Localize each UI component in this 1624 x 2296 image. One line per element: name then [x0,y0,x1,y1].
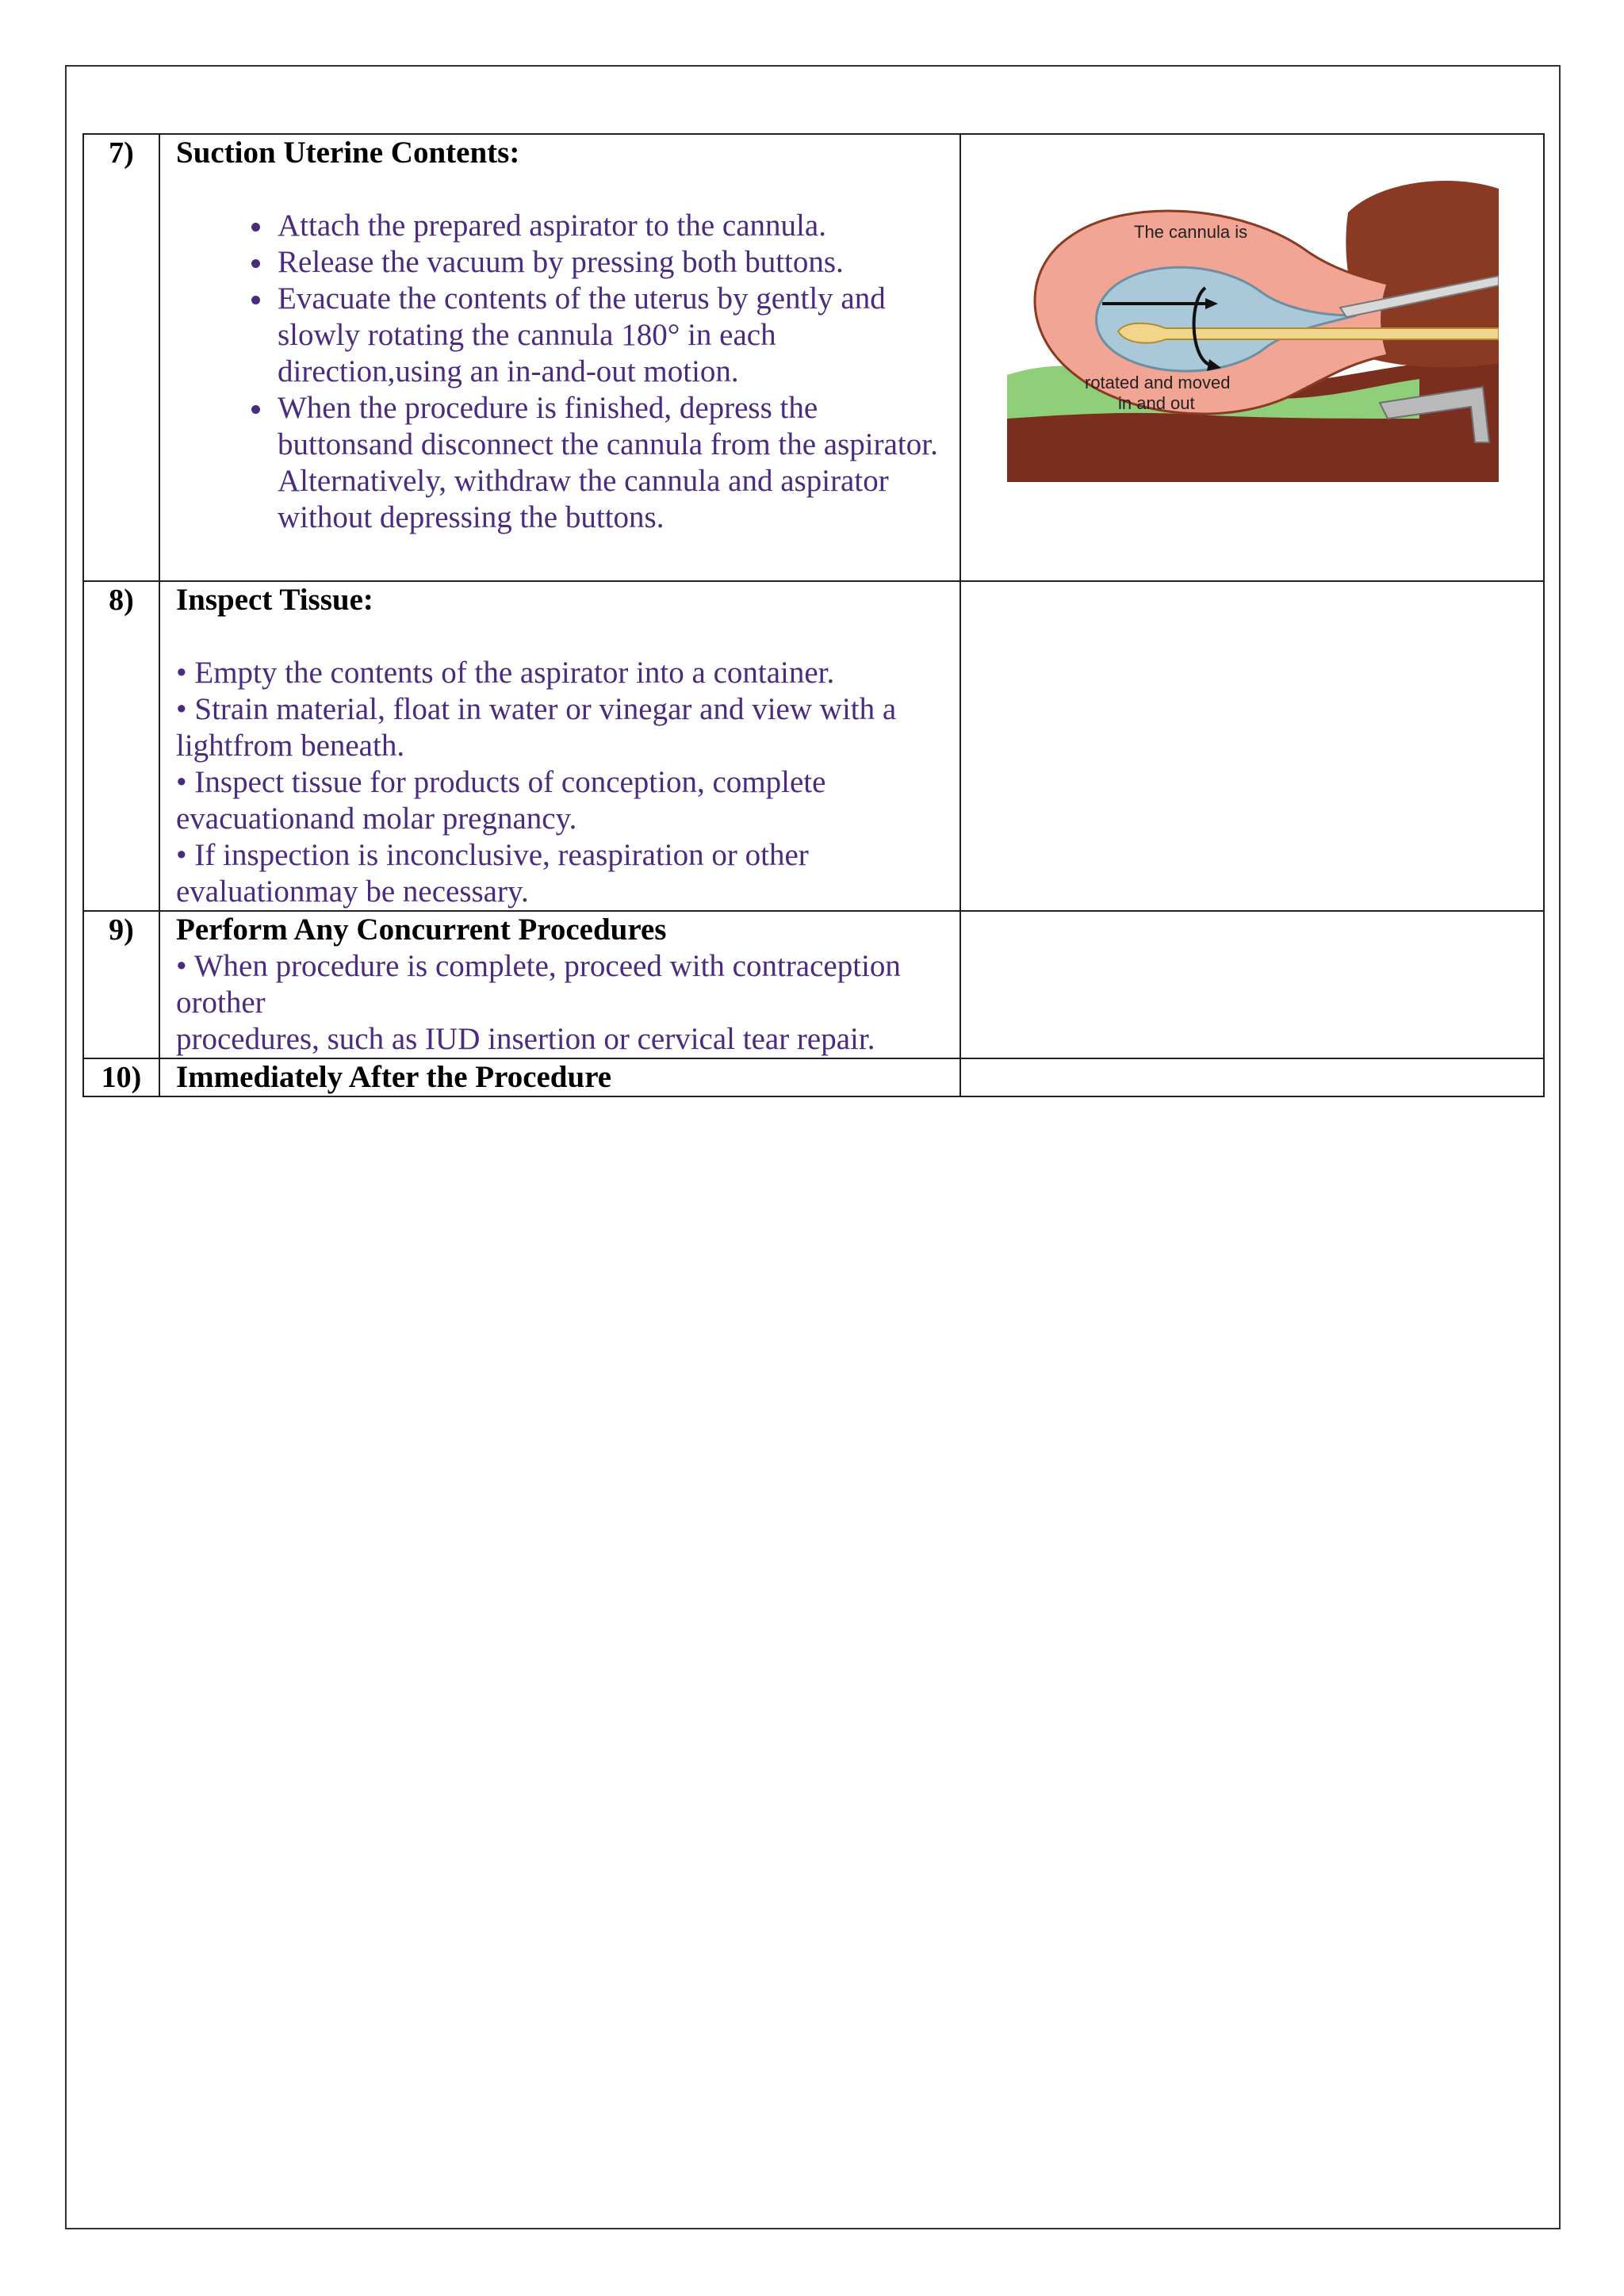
step-title: Suction Uterine Contents: [176,136,520,170]
step-content [159,581,960,911]
step-content [159,911,960,1058]
step-number: 10) [83,1058,159,1096]
step-line: • Empty the contents of the aspirator into a container. [176,656,835,690]
step-content [159,134,960,581]
step-bullet-list [176,208,948,536]
list-item: • Release the vacuum by pressing both buttons. [274,244,948,281]
step-content [159,1058,960,1096]
step-row-8 [83,581,1544,911]
step-title: Perform Any Concurrent Procedures [176,913,667,947]
step-row-9 [83,911,1544,1058]
step-number: 8) [83,581,159,911]
step-number: 9) [83,911,159,1058]
procedure-steps-table [82,133,1545,1097]
list-item: • Evacuate the contents of the uterus by gently and slowly rotating the cannula 180° in each direction,using an in-and-out motion. [274,281,948,390]
step-line: • If inspection is inconclusive, reaspiration or other evaluationmay be necessary. [176,838,809,909]
step-line: • When procedure is complete, proceed with contraception orother [176,949,901,1020]
step-illustration-cell [960,134,1544,581]
step-line: • Strain material, float in water or vinegar and view with a lightfrom beneath. [176,692,897,763]
figure-label-bottom-2: in and out [1118,393,1195,413]
step-line: • Inspect tissue for products of conception, complete evacuationand molar pregnancy. [176,765,826,836]
step-line: procedures, such as IUD insertion or cervical tear repair. [176,1022,875,1056]
step-row-7 [83,134,1544,581]
cannula-aspiration-illustration [1007,181,1499,482]
step-illustration-cell [960,1058,1544,1096]
list-item: • Attach the prepared aspirator to the cannula. [274,208,948,244]
step-title: Inspect Tissue: [176,583,373,617]
figure-label-bottom-1: rotated and moved [1085,373,1231,392]
step-illustration-cell [960,911,1544,1058]
list-item: • When the procedure is finished, depress the buttonsand disconnect the cannula from the aspirator. Alternatively, withdraw the cannula and aspirator without depressing the buttons. [274,390,948,536]
step-illustration-cell [960,581,1544,911]
figure-label-top: The cannula is [1134,222,1248,242]
step-title: Immediately After the Procedure [176,1060,612,1094]
step-row-10 [83,1058,1544,1096]
step-number: 7) [83,134,159,581]
